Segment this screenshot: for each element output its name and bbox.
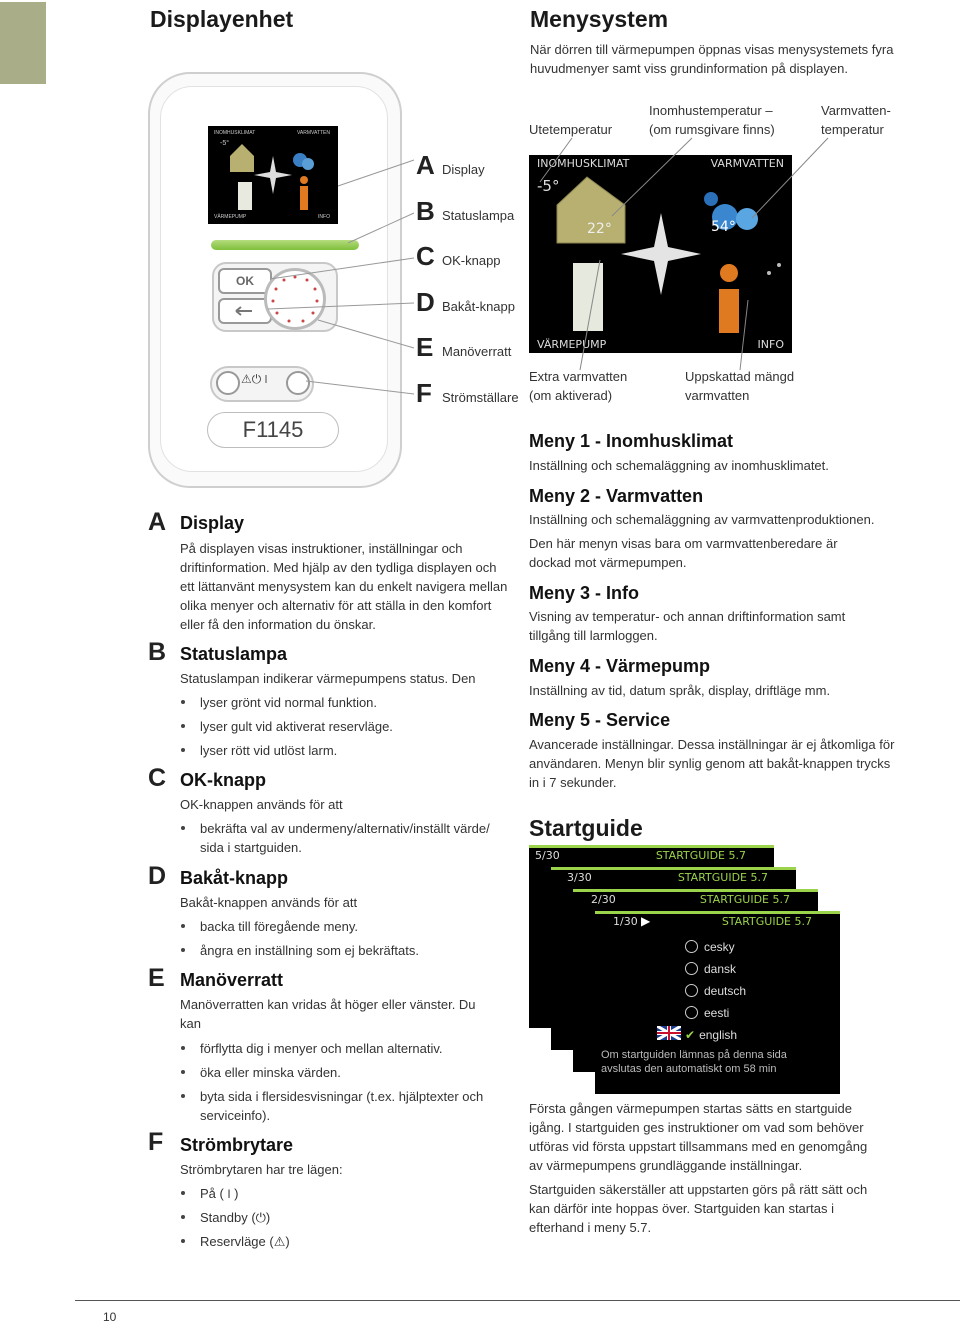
list-item: lyser gult vid aktiverat reservläge.	[180, 717, 512, 736]
section-f-text: Strömbrytaren har tre lägen:	[180, 1162, 343, 1177]
section-f-letter: F	[148, 1128, 164, 1156]
list-item: ångra en inställning som ej bekräftats.	[180, 941, 512, 960]
startguide-heading: Startguide	[529, 815, 643, 841]
language-option[interactable]: dansk	[685, 962, 746, 984]
section-a-text: På displayen visas instruktioner, inställningar och driftinformation. Med hjälp av den tydliga displayen och ett lättanvänt menysystem kan du enkelt navigera mellan olika menyer och alternativ för att ställa in den komfort eller få den information du önskar.	[180, 541, 508, 632]
screen-outdoor-temp: -5°	[537, 177, 560, 195]
list-item: öka eller minska värden.	[180, 1063, 512, 1082]
menu-3-title: Meny 3 - Info	[529, 583, 640, 603]
startguide-paragraph-2: Startguiden säkerställer att uppstarten görs på rätt sätt och kan därför inte hoppas över. Startguiden kan startas i efterhand i meny 5.7.	[529, 1182, 868, 1235]
mini-screen-label-tr: VARMVATTEN	[296, 130, 330, 136]
uk-flag-icon	[657, 1026, 681, 1040]
section-f-list	[180, 1184, 512, 1256]
menu-4-text: Inställning av tid, datum språk, display, driftläge mm.	[529, 683, 831, 698]
footer-rule	[75, 1300, 960, 1301]
section-a-letter: A	[148, 508, 167, 536]
menu-1-text: Inställning och schemaläggning av inomhusklimatet.	[529, 458, 829, 473]
list-item: bekräfta val av undermeny/alternativ/inställt värde/ sida i startguiden.	[180, 819, 512, 857]
section-d-letter: D	[148, 862, 167, 890]
section-b-list	[180, 693, 512, 765]
section-d-list	[180, 917, 512, 965]
section-a-title: Display	[180, 513, 245, 533]
switch-symbols-icon: ⚠⏻⏽	[241, 372, 271, 386]
section-d-title: Bakåt-knapp	[180, 868, 289, 888]
list-item: lyser grönt vid normal funktion.	[180, 693, 512, 712]
section-b-title: Statuslampa	[180, 644, 288, 664]
language-options	[685, 940, 746, 1050]
screen-label-varmvatten: VARMVATTEN	[710, 157, 784, 170]
label-varmvattentemperatur: Varmvatten- temperatur	[821, 103, 891, 137]
menu-1-title: Meny 1 - Inomhusklimat	[529, 431, 734, 451]
list-item: lyser rött vid utlöst larm.	[180, 741, 512, 760]
list-item: Standby (⏻)	[180, 1208, 512, 1227]
list-item: byta sida i flersidesvisningar (t.ex. hjälptexter och serviceinfo).	[180, 1087, 512, 1125]
section-e-letter: E	[148, 964, 165, 992]
section-f-title: Strömbrytare	[180, 1135, 294, 1155]
section-c-letter: C	[148, 764, 167, 792]
menu-2-title: Meny 2 - Varmvatten	[529, 486, 704, 506]
list-item: Reservläge (⚠)	[180, 1232, 512, 1251]
callout-c: COK-knapp	[416, 241, 501, 271]
section-e-title: Manöverratt	[180, 970, 284, 990]
mini-screen-label-br: INFO	[318, 214, 330, 220]
guide-page: 3/30	[567, 871, 592, 884]
menu-4-title: Meny 4 - Värmepump	[529, 656, 711, 676]
list-item: På (⏽)	[180, 1184, 512, 1203]
language-option[interactable]: deutsch	[685, 984, 746, 1006]
mini-screen-temp: -5°	[220, 140, 230, 147]
language-option-selected[interactable]: ✔ english	[685, 1028, 738, 1042]
language-option[interactable]: eesti	[685, 1006, 746, 1028]
menu-3-text: Visning av temperatur- och annan driftinformation samt tillgång till larmloggen.	[529, 609, 846, 643]
startguide-screen-1	[595, 911, 840, 1094]
menysystem-intro: När dörren till värmepumpen öppnas visas menysystemets fyra huvudmenyer samt viss grundinformation på displayen.	[530, 42, 894, 76]
section-c-text: OK-knappen används för att	[180, 797, 343, 812]
callout-b: B Statuslampa	[416, 196, 515, 226]
callout-d: D Bakåt-knapp	[416, 287, 515, 317]
label-utetemperatur: Utetemperatur	[529, 122, 613, 137]
section-c-list	[180, 819, 512, 862]
label-uppskattad-mangd: Uppskattad mängd varmvatten	[685, 369, 795, 403]
language-option[interactable]: cesky	[685, 940, 746, 962]
screen-leader-lines	[0, 0, 960, 420]
section-b-letter: B	[148, 638, 167, 666]
callout-e: E Manöverratt	[416, 332, 512, 362]
displayenhet-heading: Displayenhet	[150, 6, 294, 32]
label-extra-varmvatten: Extra varmvatten (om aktiverad)	[529, 369, 628, 403]
guide-page: 2/30	[591, 893, 616, 906]
menu-5-title: Meny 5 - Service	[529, 710, 671, 730]
startguide-paragraph-1: Första gången värmepumpen startas sätts en startguide igång. I startguiden ges instruktioner om vad som behöver utföras vid första uppstart tillsammans med en genomgång av värmepumpens grundläggande inställningar.	[529, 1101, 868, 1173]
section-e-list	[180, 1039, 512, 1130]
section-d-text: Bakåt-knappen används för att	[180, 895, 358, 910]
guide-header: STARTGUIDE 5.7	[699, 893, 790, 906]
guide-header: STARTGUIDE 5.7	[655, 849, 746, 862]
next-arrow-icon: ▶	[641, 914, 651, 928]
page-number: 10	[103, 1310, 117, 1324]
guide-header: STARTGUIDE 5.7	[677, 871, 768, 884]
screen-label-info: INFO	[757, 338, 784, 351]
menu-5-text: Avancerade inställningar. Dessa inställningar är ej åtkomliga för användaren. Menyn blir synlig genom att bakåt-knappen trycks in i 7 sekunder.	[529, 737, 895, 790]
menu-2-note: Den här menyn visas bara om varmvattenberedare är dockad mot värmepumpen.	[529, 536, 838, 570]
screen-hotwater-temp: 54°	[711, 219, 736, 235]
list-item: förflytta dig i menyer och mellan alternativ.	[180, 1039, 512, 1058]
section-c-title: OK-knapp	[180, 770, 267, 790]
screen-indoor-temp: 22°	[587, 221, 612, 237]
callout-a: A Display	[416, 150, 485, 180]
callout-f: F Strömställare	[416, 378, 519, 408]
screen-label-varmepump: VÄRMEPUMP	[537, 338, 607, 351]
menysystem-heading: Menysystem	[530, 6, 669, 32]
checkmark-icon: ✔	[685, 1028, 696, 1042]
screen-label-inomhusklimat: INOMHUSKLIMAT	[537, 157, 630, 170]
list-item: backa till föregående meny.	[180, 917, 512, 936]
guide-timeout-note: Om startguiden lämnas på denna sida avslutas den automatiskt om 58 min	[601, 1049, 787, 1075]
menu-2-text: Inställning och schemaläggning av varmvattenproduktionen.	[529, 512, 875, 527]
ok-button[interactable]: OK	[218, 268, 272, 294]
section-b-text: Statuslampan indikerar värmepumpens status. Den	[180, 671, 476, 686]
label-inomhustemperatur: Inomhustemperatur – (om rumsgivare finns)	[649, 103, 775, 137]
model-label: F1145	[207, 412, 339, 448]
guide-page: 1/30	[613, 915, 638, 928]
section-e-text: Manöverratten kan vridas åt höger eller vänster. Du kan	[180, 997, 476, 1031]
mini-screen-label-tl: INOMHUSKLIMAT	[214, 130, 256, 136]
guide-page: 5/30	[535, 849, 560, 862]
mini-screen-label-bl: VÄRMEPUMP	[214, 214, 247, 220]
guide-header: STARTGUIDE 5.7	[721, 915, 812, 928]
